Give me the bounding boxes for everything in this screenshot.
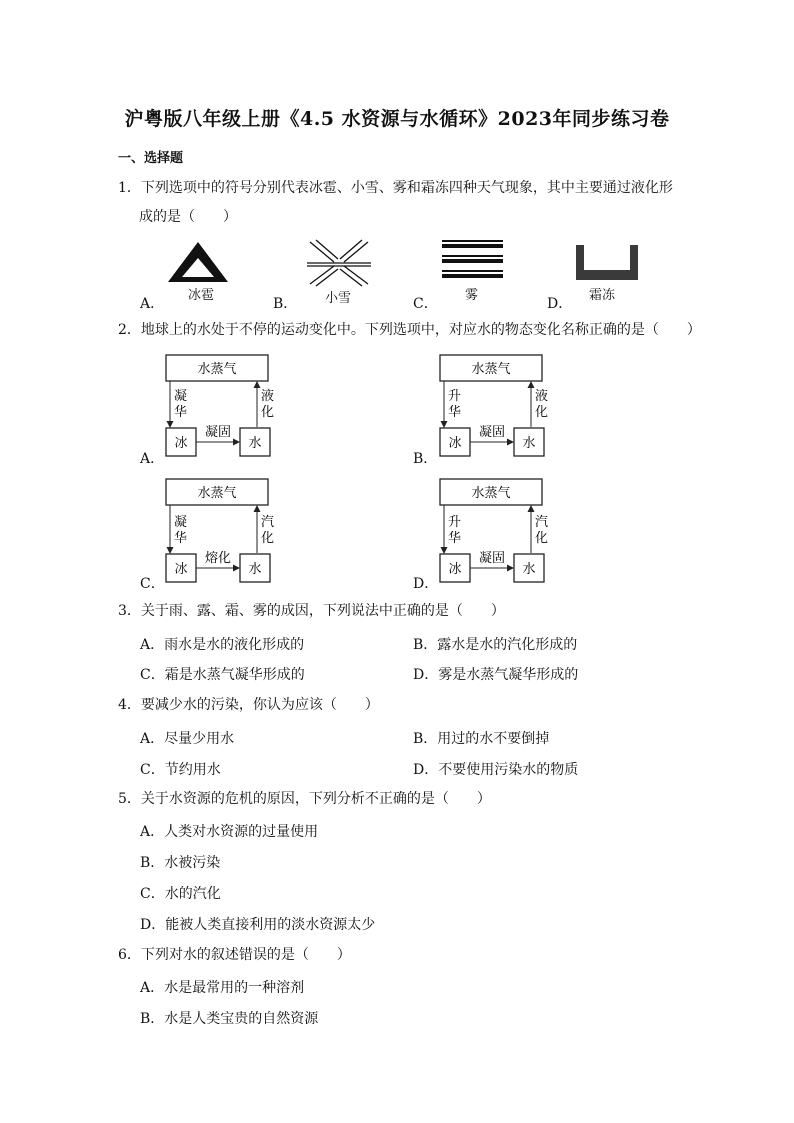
light-snow-caption: 小雪 [325, 291, 352, 306]
q3-text: 3．关于雨、露、霜、雾的成因，下列说法中正确的是（ ） [118, 603, 505, 619]
diagram-d-water-label: 水 [522, 562, 536, 577]
diagram-a-vapor-label: 水蒸气 [197, 362, 237, 377]
diagram-b-ice-label: 冰 [448, 436, 462, 451]
diagram-d-right-char2: 化 [535, 531, 549, 546]
q5-option-d: D．能被人类直接利用的淡水资源太少 [140, 917, 376, 933]
q3-option-d: D．雾是水蒸气凝华形成的 [413, 667, 579, 683]
diagram-c-left-char2: 华 [174, 531, 188, 546]
q1-option-a-letter: A． [140, 296, 165, 312]
diagram-d-right-char1: 汽 [535, 515, 549, 530]
diagram-c-water-label: 水 [248, 562, 262, 577]
hail-caption: 冰雹 [188, 288, 215, 303]
q4-option-b: B．用过的水不要倒掉 [413, 731, 550, 747]
q2-option-d-letter: D． [413, 576, 439, 592]
diagram-b-water-label: 水 [522, 436, 536, 451]
q6-text: 6．下列对水的叙述错误的是（ ） [118, 947, 351, 963]
q2-option-a-letter: A． [140, 451, 165, 467]
diagram-b-right-char1: 液 [535, 389, 549, 404]
q1-option-d-letter: D． [547, 296, 573, 312]
diagram-c-right-char1: 汽 [261, 515, 275, 530]
diagram-b-right-char2: 化 [535, 405, 549, 420]
q5-option-b: B．水被污染 [140, 855, 221, 871]
q4-text: 4．要减少水的污染，你认为应该（ ） [118, 697, 379, 713]
diagram-a-water-label: 水 [248, 436, 262, 451]
q2-text: 2．地球上的水处于不停的运动变化中。下列选项中，对应水的物态变化名称正确的是（ ） [118, 322, 701, 338]
frost-caption: 霜冻 [589, 288, 616, 303]
diagram-c-vapor-label: 水蒸气 [197, 486, 237, 501]
light-snow-symbol-icon [306, 238, 372, 288]
q5-text: 5．关于水资源的危机的原因，下列分析不正确的是（ ） [118, 791, 491, 807]
diagram-a-right-char2: 化 [261, 405, 275, 420]
diagram-c-bottom-label: 熔化 [204, 551, 232, 566]
diagram-b-vapor-label: 水蒸气 [471, 362, 511, 377]
q5-option-c: C．水的汽化 [140, 886, 221, 902]
fog-symbol-icon [441, 239, 505, 281]
diagram-c-ice-label: 冰 [174, 562, 188, 577]
q6-option-a: A．水是最常用的一种溶剂 [140, 980, 305, 996]
diagram-a-left-char1: 凝 [174, 389, 188, 404]
diagram-a-bottom-label: 凝固 [204, 425, 232, 440]
q6-option-b: B．水是人类宝贵的自然资源 [140, 1011, 319, 1027]
q1-option-c-letter: C． [413, 296, 438, 312]
diagram-a-ice-label: 冰 [174, 436, 188, 451]
diagram-d-left-char2: 华 [448, 531, 462, 546]
q3-option-a: A．雨水是水的液化形成的 [140, 637, 305, 653]
q2-diagram-c [160, 474, 280, 586]
diagram-c-left-char1: 凝 [174, 515, 188, 530]
q1-text-line1: 1．下列选项中的符号分别代表冰雹、小雪、雾和霜冻四种天气现象，其中主要通过液化形 [118, 180, 673, 196]
q4-option-a: A．尽量少用水 [140, 731, 235, 747]
diagram-d-bottom-label: 凝固 [478, 551, 506, 566]
diagram-b-left-char1: 升 [448, 389, 462, 404]
q2-diagram-b [434, 350, 554, 462]
q5-option-a: A．人类对水资源的过量使用 [140, 824, 319, 840]
frost-symbol-icon [575, 244, 639, 282]
diagram-d-vapor-label: 水蒸气 [471, 486, 511, 501]
q1-option-b-letter: B． [273, 296, 298, 312]
fog-caption: 雾 [465, 288, 479, 303]
hail-symbol-icon [166, 240, 230, 284]
q2-diagram-d [434, 474, 554, 586]
q3-option-c: C．霜是水蒸气凝华形成的 [140, 667, 305, 683]
diagram-d-left-char1: 升 [448, 515, 462, 530]
q4-option-c: C．节约用水 [140, 762, 221, 778]
page-title: 沪粤版八年级上册《4.5 水资源与水循环》2023年同步练习卷 [124, 108, 670, 130]
diagram-a-right-char1: 液 [261, 389, 275, 404]
diagram-a-left-char2: 华 [174, 405, 188, 420]
q2-option-b-letter: B． [413, 451, 438, 467]
q3-option-b: B．露水是水的汽化形成的 [413, 637, 578, 653]
diagram-b-left-char2: 华 [448, 405, 462, 420]
section-heading: 一、选择题 [118, 151, 184, 166]
diagram-c-right-char2: 化 [261, 531, 275, 546]
diagram-d-ice-label: 冰 [448, 562, 462, 577]
q1-text-line2: 成的是（ ） [139, 209, 237, 225]
diagram-b-bottom-label: 凝固 [478, 425, 506, 440]
q2-diagram-a [160, 350, 280, 462]
q4-option-d: D．不要使用污染水的物质 [413, 762, 579, 778]
q2-option-c-letter: C． [140, 576, 165, 592]
